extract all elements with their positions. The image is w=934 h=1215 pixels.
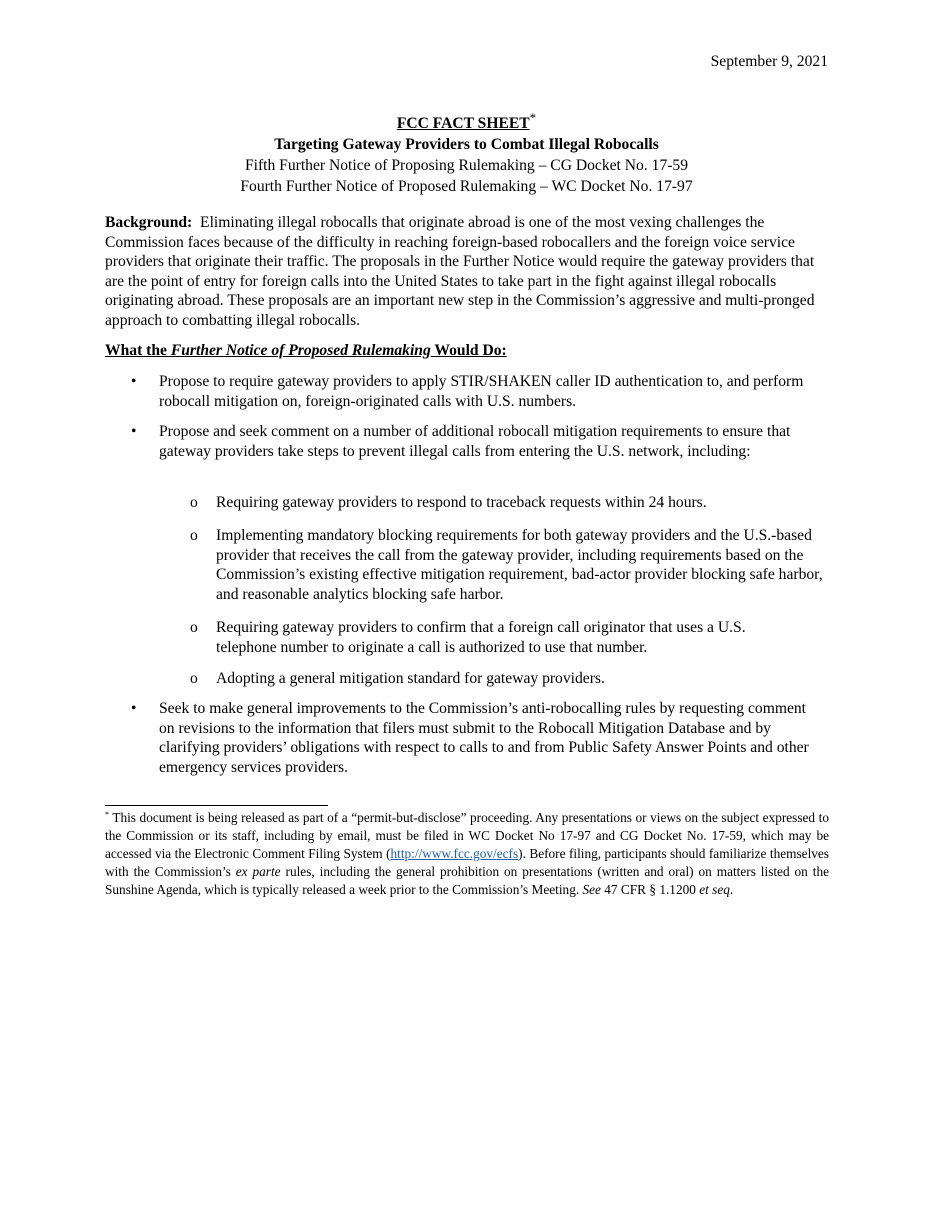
footnote-italic: ex parte xyxy=(235,864,281,879)
subbullet-marker: o xyxy=(190,527,198,544)
bullet-marker: • xyxy=(131,373,137,390)
footnote-text: ). Before filing, participants should familiarize themselves with the Commission’s xyxy=(105,846,829,879)
what-heading-post: Would Do: xyxy=(430,342,507,359)
docket-line-1: Fifth Further Notice of Proposing Rulemaking – CG Docket No. 17-59 xyxy=(244,157,689,175)
bullet-item: Seek to make general improvements to the Commission’s anti-robocalling rules by requesting comment on revisions to the information that filers must submit to the Robocall Mitigation Database and by clarifying providers’ obligations with respect to calls to and from Public Safety Answer Points and other emergency services providers. xyxy=(159,700,809,776)
background-label: Background: xyxy=(105,214,193,231)
what-heading-pre: What the xyxy=(105,342,171,359)
background-paragraph xyxy=(105,213,831,331)
subbullet-item: Adopting a general mitigation standard for gateway providers. xyxy=(216,670,605,687)
what-heading xyxy=(105,342,507,360)
background-text: Eliminating illegal robocalls that originate abroad is one of the most vexing challenges the Commission faces because of the difficulty in reaching foreign-based robocallers and the foreign voice service providers that originate their traffic. The proposals in the Further Notice would require the gateway providers that are the point of entry for foreign calls into the United States to take part in the fight against illegal robocalls originating abroad. These proposals are an important new step in the Commission’s aggressive and multi-pronged approach to combatting illegal robocalls. xyxy=(105,214,815,329)
bullet-item: Propose and seek comment on a number of additional robocall mitigation requirements to ensure that gateway providers take steps to prevent illegal calls from entering the U.S. network, including: xyxy=(159,423,791,460)
footnote: * This document is being released as part of a “permit-but-disclose” proceeding. Any presentations or views on the subject expressed to the Commission or its staff, including by email, must be filed in WC Docket No 17-97 and CG Docket No. 17-59, which may be accessed via the Electronic Comment Filing System (http://www.fcc.gov/ecfs). Before filing, participants should familiarize themselves with the Commission’s ex parte rules, including the general prohibition on presentations (written and oral) on matters listed on the Sunshine Agenda, which is typically released a week prior to the Commission’s Meeting. See 47 CFR § 1.1200 et seq. xyxy=(105,810,830,897)
fact-sheet-title xyxy=(105,107,828,134)
footnote-italic: See xyxy=(582,882,601,897)
bullet-marker: • xyxy=(131,423,137,440)
what-heading-italic: Further Notice of Proposed Rulemaking xyxy=(170,342,431,359)
footnote-text: This document is being released as part of a “permit-but-disclose” proceeding. Any presentations or views on the subject expressed to the Commission or its staff, including by email, must be filed in WC Docket No 17-97 and CG Docket No. 17-59, which may be accessed via the Electronic Comment Filing System ( xyxy=(105,810,829,861)
footnote-separator xyxy=(105,805,328,806)
title-block xyxy=(105,107,828,197)
subbullet-item: Implementing mandatory blocking requirements for both gateway providers and the U.S.-based provider that receives the call from the gateway provider, including requirements based on the Commission’s existing effective mitigation requirement, bad-actor provider blocking safe harbor, and reasonable analytics blocking safe harbor. xyxy=(216,527,823,603)
footnote-text: rules, including the general prohibition on presentations (written and oral) on matters listed on the Sunshine Agenda, which is typically released a week prior to the Commission’s Meeting. xyxy=(105,864,830,897)
subbullet-marker: o xyxy=(190,494,198,511)
document-date: September 9, 2021 xyxy=(710,53,828,70)
footnote-text: . xyxy=(729,882,734,897)
ecfs-link[interactable]: http://www.fcc.gov/ecfs xyxy=(390,846,519,861)
footnote-italic: et seq xyxy=(699,882,730,897)
title-footnote-mark[interactable]: * xyxy=(529,110,537,125)
subbullet-item: Requiring gateway providers to confirm that a foreign call originator that uses a U.S. telephone number to originate a call is authorized to use that number. xyxy=(216,619,746,656)
subbullet-marker: o xyxy=(190,619,198,636)
footnote-text: 47 CFR § 1.1200 xyxy=(600,882,700,897)
bullet-item: Propose to require gateway providers to apply STIR/SHAKEN caller ID authentication to, and perform robocall mitigation on, foreign-originated calls with U.S. numbers. xyxy=(159,373,804,410)
title-subtitle: Targeting Gateway Providers to Combat Illegal Robocalls xyxy=(274,136,659,154)
subbullet-item: Requiring gateway providers to respond to traceback requests within 24 hours. xyxy=(216,494,707,511)
subbullet-marker: o xyxy=(190,670,198,687)
title-main: FCC FACT SHEET xyxy=(396,115,530,133)
bullet-marker: • xyxy=(131,700,137,717)
docket-line-2: Fourth Further Notice of Proposed Rulemaking – WC Docket No. 17-97 xyxy=(240,178,693,196)
